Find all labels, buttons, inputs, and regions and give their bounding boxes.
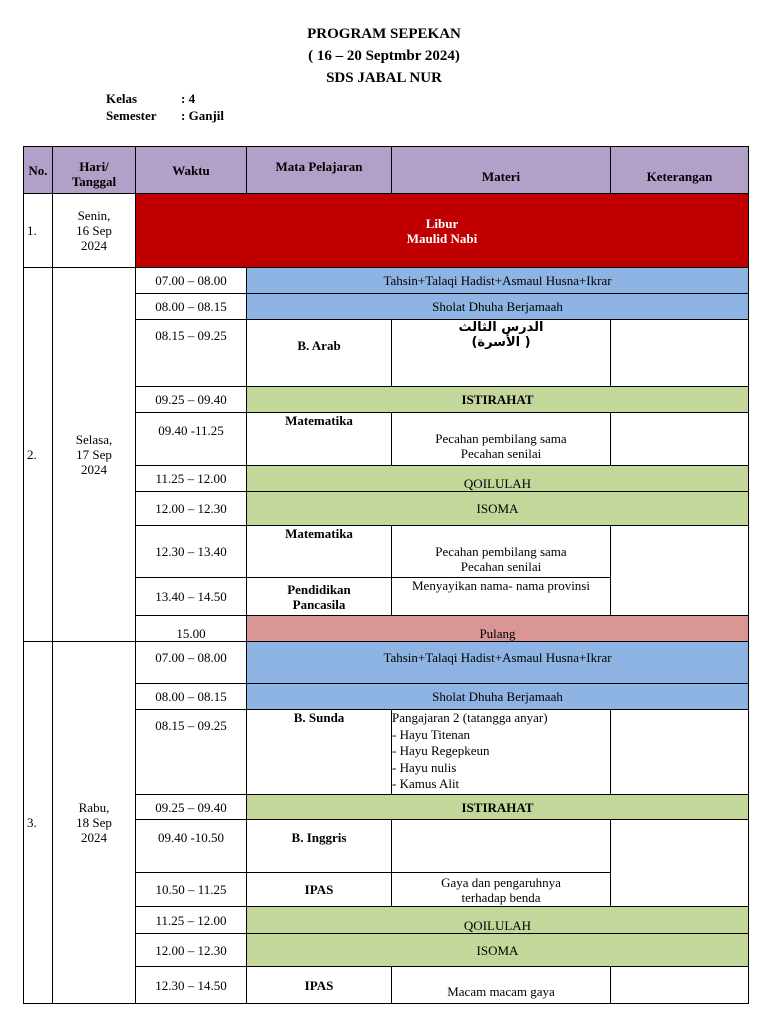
time-cell: 11.25 – 12.00: [136, 907, 247, 934]
subject-cell: B. Inggris: [247, 820, 392, 873]
semester-value: : Ganjil: [181, 108, 224, 123]
subject-cell: IPAS: [247, 873, 392, 907]
time-cell: 12.00 – 12.30: [136, 934, 247, 967]
keterangan-cell: [611, 820, 749, 907]
activity-cell: Sholat Dhuha Berjamaah: [247, 294, 749, 320]
time-cell: 07.00 – 08.00: [136, 268, 247, 294]
keterangan-cell: [611, 320, 749, 387]
materi-cell: Gaya dan pengaruhnya terhadap benda: [392, 873, 611, 907]
table-row: [24, 194, 749, 268]
materi-cell: Menyayikan nama- nama provinsi: [392, 578, 611, 616]
time-cell: 07.00 – 08.00: [136, 642, 247, 684]
school-name: SDS JABAL NUR: [326, 70, 442, 86]
activity-cell: QOILULAH: [247, 466, 749, 492]
materi-cell: الدرس الثالث ( الأسرة): [392, 320, 611, 387]
kelas-line: [106, 91, 195, 107]
activity-cell: Tahsin+Talaqi Hadist+Asmaul Husna+Ikrar: [247, 642, 749, 684]
activity-cell: ISOMA: [247, 492, 749, 526]
subject-cell: Matematika: [247, 526, 392, 578]
time-cell: 09.40 -10.50: [136, 820, 247, 873]
activity-cell: ISTIRAHAT: [247, 795, 749, 820]
subject-cell: B. Sunda: [247, 710, 392, 795]
subject-cell: IPAS: [247, 967, 392, 1004]
time-cell: 15.00: [136, 616, 247, 642]
col-no-header: No.: [24, 147, 53, 194]
activity-cell: Pulang: [247, 616, 749, 642]
holiday-line-2: Maulid Nabi: [406, 230, 478, 246]
time-cell: 08.00 – 08.15: [136, 684, 247, 710]
row-no: 3.: [24, 642, 53, 1004]
kelas-value: : 4: [181, 91, 196, 106]
time-cell: 12.30 – 13.40: [136, 526, 247, 578]
col-hari-header: Hari/ Tanggal: [53, 147, 136, 194]
materi-cell: [392, 820, 611, 873]
time-cell: 09.25 – 09.40: [136, 795, 247, 820]
activity-cell: QOILULAH: [247, 907, 749, 934]
activity-cell: ISTIRAHAT: [247, 387, 749, 413]
col-waktu-header: Waktu: [136, 147, 247, 194]
time-cell: 08.15 – 09.25: [136, 320, 247, 387]
time-cell: 12.30 – 14.50: [136, 967, 247, 1004]
day-cell: Selasa, 17 Sep 2024: [53, 268, 136, 642]
keterangan-cell: [611, 967, 749, 1004]
doc-dates: ( 16 – 20 Septmbr 2024): [308, 48, 460, 64]
subject-cell: B. Arab: [247, 320, 392, 387]
keterangan-cell: [611, 413, 749, 466]
materi-cell: Macam macam gaya: [392, 967, 611, 1004]
holiday-banner: [136, 194, 749, 268]
table-header-row: [24, 147, 749, 194]
activity-cell: Tahsin+Talaqi Hadist+Asmaul Husna+Ikrar: [247, 268, 749, 294]
time-cell: 10.50 – 11.25: [136, 873, 247, 907]
time-cell: 09.40 -11.25: [136, 413, 247, 466]
day-cell: Rabu, 18 Sep 2024: [53, 642, 136, 1004]
row-no: 2.: [24, 268, 53, 642]
semester-line: [106, 108, 224, 124]
keterangan-cell: [611, 526, 749, 616]
time-cell: 12.00 – 12.30: [136, 492, 247, 526]
table-row: [24, 268, 749, 294]
materi-cell: Pangajaran 2 (tatangga anyar) - Hayu Titenan - Hayu Regepkeun - Hayu nulis - Kamus Alit: [392, 710, 611, 795]
schedule-table: [23, 146, 749, 1004]
subject-cell: Matematika: [247, 413, 392, 466]
time-cell: 09.25 – 09.40: [136, 387, 247, 413]
time-cell: 08.00 – 08.15: [136, 294, 247, 320]
row-no: 1.: [24, 194, 53, 268]
col-materi-header: Materi: [392, 147, 611, 194]
materi-cell: Pecahan pembilang sama Pecahan senilai: [392, 413, 611, 466]
activity-cell: Sholat Dhuha Berjamaah: [247, 684, 749, 710]
time-cell: 11.25 – 12.00: [136, 466, 247, 492]
time-cell: 13.40 – 14.50: [136, 578, 247, 616]
kelas-label: Kelas: [106, 91, 138, 106]
subject-cell: Pendidikan Pancasila: [247, 578, 392, 616]
day-cell: Senin, 16 Sep 2024: [53, 194, 136, 268]
doc-title: PROGRAM SEPEKAN: [307, 26, 461, 42]
semester-label: Semester: [106, 108, 157, 123]
activity-cell: ISOMA: [247, 934, 749, 967]
materi-cell: Pecahan pembilang sama Pecahan senilai: [392, 526, 611, 578]
time-cell: 08.15 – 09.25: [136, 710, 247, 795]
col-mapel-header: Mata Pelajaran: [247, 147, 392, 194]
table-row: [24, 642, 749, 684]
col-keterangan-header: Keterangan: [611, 147, 749, 194]
keterangan-cell: [611, 710, 749, 795]
holiday-line-1: Libur: [425, 215, 459, 231]
